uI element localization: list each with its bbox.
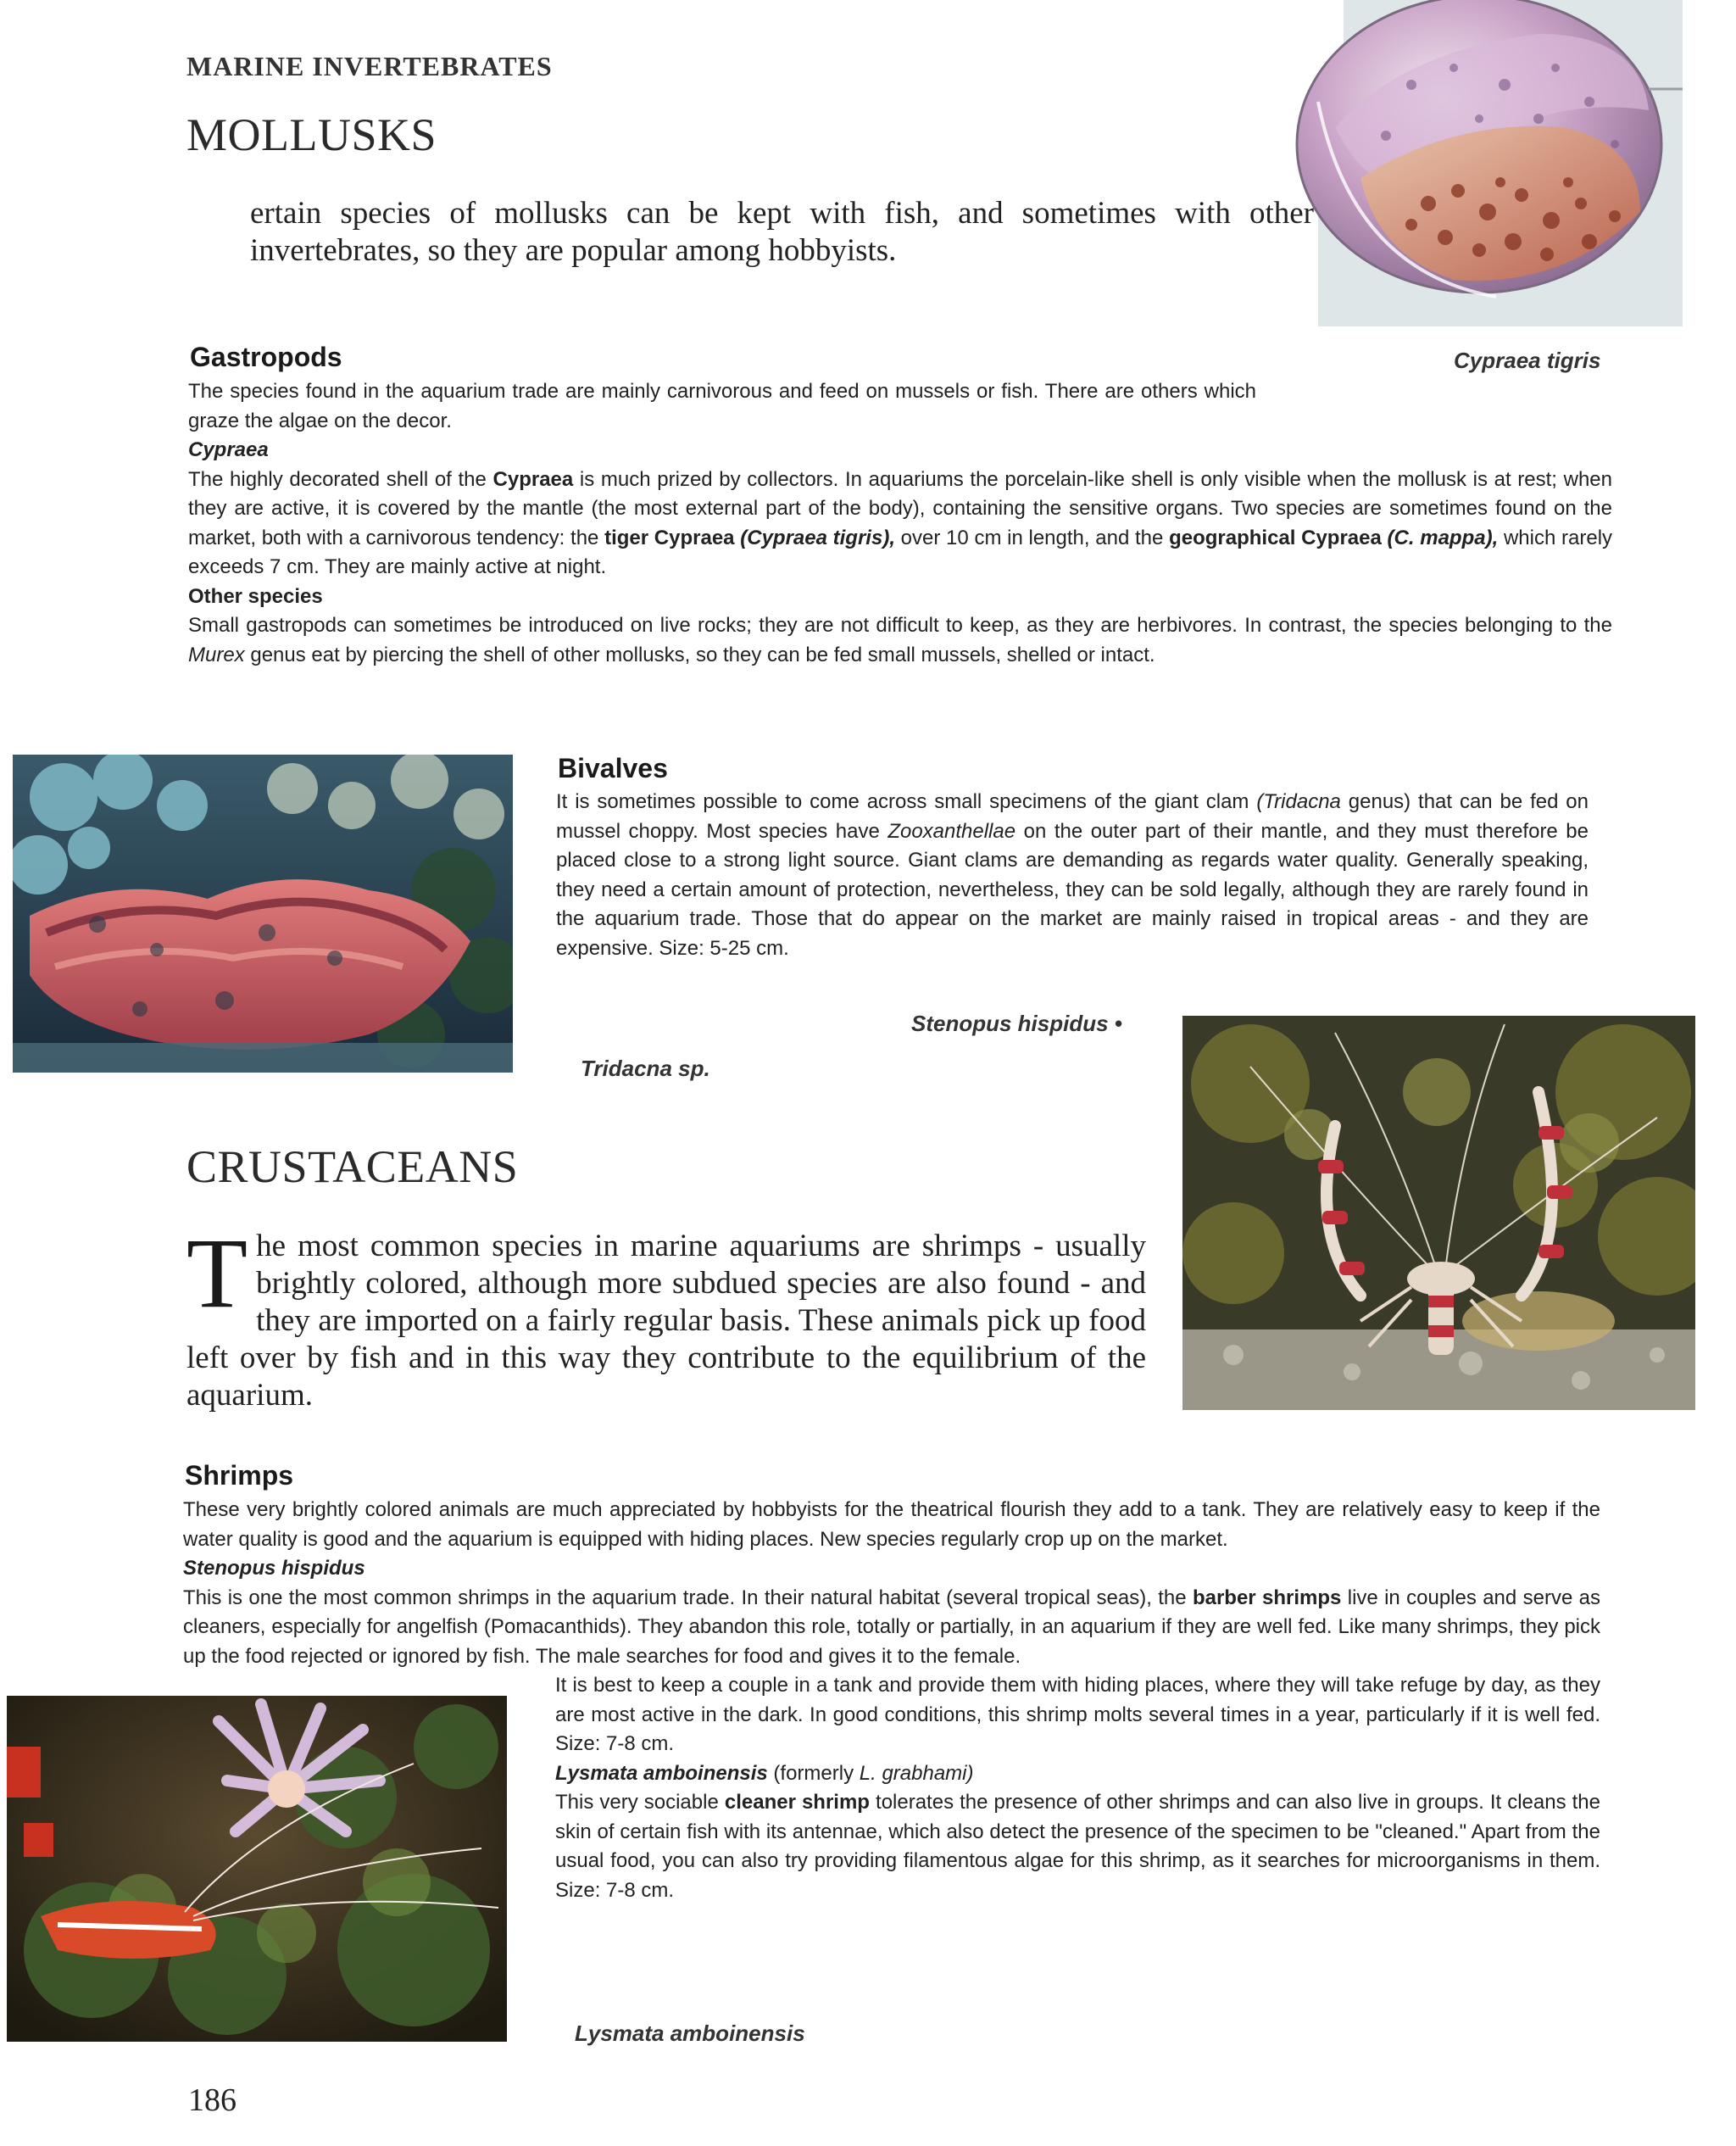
lysmata-subheading: Lysmata amboinensis (formerly L. grabhami) <box>555 1761 974 1785</box>
caption-stenopus-hispidus: Stenopus hispidus • <box>911 1011 1122 1036</box>
other-species-paragraph: Small gastropods can sometimes be introduced on live rocks; they are not difficult to keep, as they are herbivores. In contrast, the species belonging to the Murex genus eat by piercing the shell of other mollusks, so they can be fed small mussels, shelled or intact. <box>188 614 1612 666</box>
other-species-subheading: Other species <box>188 584 323 608</box>
crustaceans-title: CRUSTACEANS <box>186 1141 519 1192</box>
caption-lysmata: Lysmata amboinensis <box>575 2021 805 2046</box>
shrimps-intro: These very brightly colored animals are much appreciated by hobbyists for the theatrical flourish they add to a tank. They are relatively easy to keep if the water quality is good and the aquarium is equipped with hiding places. New species regularly crop up on the market. <box>183 1498 1600 1551</box>
page-title: MOLLUSKS <box>186 109 437 160</box>
bivalves-paragraph: It is sometimes possible to come across small specimens of the giant clam (Tridacna genus) that can be fed on mussel choppy. Most species have Zooxanthellae on the outer part of their mantle, and they must therefore be placed close to a strong light source. Giant clams are demanding as regards water quality. Generally speaking, they need a certain amount of protection, nevertheless, they can be sold legally, although they are rarely found in the aquarium trade. Those that do appear on the market are mainly raised in tropical areas - and they are expensive. Size: 5-25 cm. <box>556 790 1589 960</box>
bivalves-heading: Bivalves <box>558 753 668 783</box>
lysmata-amboinensis-photo <box>7 1696 507 2042</box>
gastropods-intro: The species found in the aquarium trade are mainly carnivorous and feed on mussels or fish. There are others which graze the algae on the decor. <box>188 380 1256 432</box>
stenopus-care-paragraph: It is best to keep a couple in a tank and provide them with hiding places, where they will take refuge by day, as they are most active in the dark. In good conditions, this shrimp molts several times in a year, particularly if it is well fed. Size: 7-8 cm. <box>555 1674 1600 1755</box>
shrimps-heading: Shrimps <box>185 1460 294 1491</box>
page-number: 186 <box>188 2082 236 2118</box>
stenopus-paragraph: This is one the most common shrimps in the aquarium trade. In their natural habitat (several tropical seas), the barber shrimps live in couples and serve as cleaners, especially for angelfish (Pomacanthids). They abandon this role, totally or partially, in an aquarium if they are well fed. Like many shrimps, they pick up the food rejected or ignored by fish. The male searches for food and gives it to the female. <box>183 1586 1601 1668</box>
caption-cypraea-tigris: Cypraea tigris <box>1454 348 1601 373</box>
cypraea-block <box>188 436 1612 670</box>
cypraea-tigris-photo <box>1284 0 1683 326</box>
stenopus-hispidus-photo <box>1182 1016 1695 1410</box>
dropcap: T <box>186 1218 248 1329</box>
tridacna-photo <box>13 755 513 1073</box>
cypraea-subheading: Cypraea <box>188 438 269 461</box>
stenopus-subheading: Stenopus hispidus <box>183 1557 365 1580</box>
mollusks-lead: ertain species of mollusks can be kept with fish, and sometimes with other invertebrates, so they are popular among hobbyists. <box>250 196 1314 268</box>
cypraea-paragraph: The highly decorated shell of the Cypraea is much prized by collectors. In aquariums the porcelain-like shell is only visible when the mollusk is at rest; when they are active, it is covered by the mantle (the most external part of the body), containing the sensitive organs. Two species are sometimes found on the market, both with a carnivorous tendency: the tiger Cypraea (Cypraea tigris), over 10 cm in length, and the geographical Cypraea (C. mappa), which rarely exceeds 7 cm. They are mainly active at night. <box>188 467 1613 578</box>
section-label: MARINE INVERTEBRATES <box>186 51 553 81</box>
stenopus-block <box>183 1554 1600 1671</box>
caption-tridacna: Tridacna sp. <box>581 1056 710 1081</box>
lysmata-paragraph: This very sociable cleaner shrimp tolerates the presence of other shrimps and can also live in groups. It cleans the skin of certain fish with its antennae, which also detect the presence of the specimen to be "cleaned." Apart from the usual food, you can also try providing filamentous algae for this shrimp, as it searches for microorganisms in them. Size: 7-8 cm. <box>555 1791 1600 1902</box>
crustaceans-lead: The most common species in marine aquariums are shrimps - usually brightly colored, although more subdued species are also found - and they are imported on a fairly regular basis. These animals pick up food left over by fish and in this way they contribute to the equilibrium of the aquarium. <box>186 1218 1146 1413</box>
gastropods-heading: Gastropods <box>190 342 342 372</box>
lysmata-block <box>555 1671 1600 1905</box>
